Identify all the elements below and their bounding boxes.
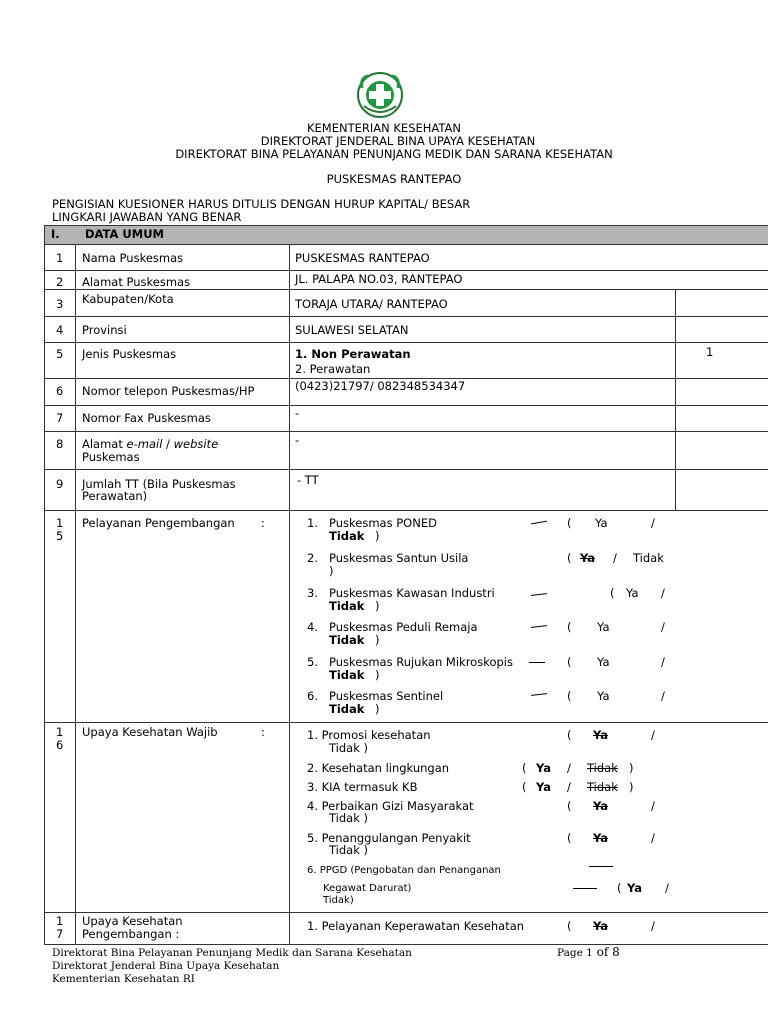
item-number: 1.	[307, 516, 318, 530]
label-upaya-wajib: Upaya Kesehatan Wajib	[82, 725, 218, 739]
answer-ya: Ya	[626, 586, 639, 600]
row-number: 1	[56, 251, 64, 265]
slash: /	[651, 728, 655, 742]
row-number: 1	[56, 725, 64, 739]
paren-close: )	[629, 761, 634, 775]
slash: /	[651, 831, 655, 845]
paren-close: )	[375, 529, 380, 543]
item-number: 4.	[307, 620, 318, 634]
section-number: I.	[51, 227, 60, 241]
label-upaya-pengembangan: Upaya Kesehatan	[82, 914, 183, 928]
row-number: 4	[56, 323, 64, 337]
answer-tidak: Tidak)	[323, 895, 354, 906]
paren-open: (	[567, 655, 572, 669]
data-umum-table	[44, 225, 768, 945]
section-title: DATA UMUM	[85, 227, 164, 241]
row-number: 6	[56, 384, 64, 398]
paren-open: (	[567, 689, 572, 703]
answer-tidak: Tidak	[587, 761, 618, 775]
answer-ya: Ya	[627, 881, 643, 895]
answer-ya: Ya	[593, 799, 609, 813]
bakti-husada-logo	[354, 70, 406, 120]
answer-ya: Ya	[593, 728, 609, 742]
answer-ya: Ya	[536, 761, 552, 775]
footer-line-3: Kementerian Kesehatan RI	[52, 973, 195, 985]
label-pelayanan-pengembangan: Pelayanan Pengembangan	[82, 516, 235, 530]
label-upaya-pengembangan-2: Pengembangan :	[82, 927, 180, 941]
item-ppgd: 6. PPGD (Pengobatan dan Penanganan	[307, 865, 501, 876]
jenis-code: 1	[706, 345, 714, 359]
value-provinsi: SULAWESI SELATAN	[295, 323, 409, 337]
paren-close: )	[375, 668, 380, 682]
answer-ya: Ya	[536, 780, 552, 794]
item-kesehatan-lingkungan: 2. Kesehatan lingkungan	[307, 761, 450, 775]
label-email-website: Alamat e-mail / website	[82, 437, 219, 451]
value-jumlah-tt: - TT	[297, 473, 319, 487]
paren-open: (	[522, 780, 527, 794]
slash: /	[567, 780, 571, 794]
answer-tidak: Tidak	[329, 529, 365, 543]
label-jumlah-tt-2: Perawatan)	[82, 489, 148, 503]
answer-tidak: Tidak	[587, 780, 618, 794]
label-nama-puskesmas: Nama Puskesmas	[82, 251, 184, 265]
item-penyakit: 5. Penanggulangan Penyakit	[307, 831, 471, 845]
instruction-circle: LINGKARI JAWABAN YANG BENAR	[52, 210, 242, 224]
paren-open: (	[610, 586, 615, 600]
footer-line-2: Direktorat Jenderal Bina Upaya Kesehatan	[52, 960, 280, 972]
page-number: Page 1 of 8	[557, 945, 620, 959]
slash: /	[661, 620, 665, 634]
puskesmas-title: PUSKESMAS RANTEPAO	[326, 172, 462, 186]
slash: /	[651, 919, 655, 933]
item-number: 3.	[307, 586, 318, 600]
item-peduli-remaja: Puskesmas Peduli Remaja	[329, 620, 478, 634]
label-jenis-puskesmas: Jenis Puskesmas	[82, 347, 177, 361]
paren-open: (	[567, 799, 572, 813]
answer-tidak: Tidak	[329, 633, 365, 647]
item-number: 2.	[307, 551, 318, 565]
label-alamat: Alamat Puskesmas	[82, 275, 191, 289]
item-number: 5.	[307, 655, 318, 669]
label-telepon: Nomor telepon Puskesmas/HP	[82, 384, 255, 398]
instruction-capital: PENGISIAN KUESIONER HARUS DITULIS DENGAN HURUP KAPITAL/ BESAR	[52, 197, 471, 211]
item-promosi: 1. Promosi kesehatan	[307, 728, 431, 742]
paren-close: )	[375, 599, 380, 613]
value-kabupaten: TORAJA UTARA/ RANTEPAO	[295, 297, 448, 311]
value-telepon: (0423)21797/ 082348534347	[295, 379, 466, 393]
label-email-website-2: Puskemas	[82, 450, 140, 464]
paren-close: )	[375, 633, 380, 647]
item-gizi: 4. Perbaikan Gizi Masyarakat	[307, 799, 474, 813]
colon: :	[261, 725, 265, 739]
item-santun-usila: Puskesmas Santun Usila	[329, 551, 469, 565]
row-number: 9	[56, 477, 64, 491]
answer-tidak: Tidak	[329, 599, 365, 613]
paren-open: (	[567, 516, 572, 530]
option-perawatan: 2. Perawatan	[295, 362, 371, 376]
paren-open: (	[567, 551, 572, 565]
answer-tidak: Tidak	[329, 668, 365, 682]
paren-open: (	[522, 761, 527, 775]
answer-ya: Ya	[593, 831, 609, 845]
row-number: 1	[56, 516, 64, 530]
slash: /	[661, 689, 665, 703]
slash: /	[613, 551, 617, 565]
row-number: 7	[56, 927, 64, 941]
item-number: 6.	[307, 689, 318, 703]
label-fax: Nomor Fax Puskesmas	[82, 411, 211, 425]
item-ppgd-2: Kegawat Darurat)	[323, 883, 412, 894]
item-kia: 3. KIA termasuk KB	[307, 780, 418, 794]
answer-tidak: Tidak	[329, 702, 365, 716]
row-number: 2	[56, 275, 64, 289]
row-number: 3	[56, 297, 64, 311]
item-kawasan-industri: Puskesmas Kawasan Industri	[329, 586, 495, 600]
value-fax: -	[295, 406, 300, 420]
directorate-general-title: DIREKTORAT JENDERAL BINA UPAYA KESEHATAN	[260, 134, 536, 148]
row-number: 5	[56, 347, 64, 361]
slash: /	[567, 761, 571, 775]
paren-open: (	[617, 881, 622, 895]
item-poned: Puskesmas PONED	[329, 516, 437, 530]
answer-ya: Ya	[597, 620, 610, 634]
row-number: 5	[56, 529, 64, 543]
answer-ya: Ya	[593, 919, 609, 933]
row-number: 1	[56, 914, 64, 928]
answer-ya: Ya	[597, 655, 610, 669]
slash: /	[665, 881, 669, 895]
paren-open: (	[567, 728, 572, 742]
value-nama-puskesmas: PUSKESMAS RANTEPAO	[295, 251, 430, 265]
paren-close: )	[329, 564, 334, 578]
directorate-title: DIREKTORAT BINA PELAYANAN PENUNJANG MEDIK DAN SARANA KESEHATAN	[175, 147, 613, 161]
row-number: 7	[56, 411, 64, 425]
answer-tidak: Tidak	[633, 551, 664, 565]
answer-tidak: Tidak )	[329, 741, 369, 755]
value-email: -	[295, 433, 300, 447]
label-jumlah-tt: Jumlah TT (Bila Puskesmas	[82, 477, 236, 491]
option-non-perawatan: 1. Non Perawatan	[295, 347, 411, 361]
ministry-title: KEMENTERIAN KESEHATAN	[307, 121, 461, 135]
row-number: 8	[56, 437, 64, 451]
answer-tidak: Tidak )	[329, 811, 369, 825]
paren-open: (	[567, 831, 572, 845]
value-alamat: JL. PALAPA NO.03, RANTEPAO	[295, 272, 463, 286]
answer-ya: Ya	[595, 516, 608, 530]
slash: /	[651, 799, 655, 813]
colon: :	[261, 516, 265, 530]
answer-ya: Ya	[597, 689, 610, 703]
answer-ya: Ya	[580, 551, 596, 565]
paren-open: (	[567, 919, 572, 933]
answer-tidak: Tidak )	[329, 843, 369, 857]
slash: /	[661, 586, 665, 600]
paren-open: (	[567, 620, 572, 634]
item-keperawatan: 1. Pelayanan Keperawatan Kesehatan	[307, 919, 525, 933]
item-sentinel: Puskesmas Sentinel	[329, 689, 444, 703]
row-number: 6	[56, 738, 64, 752]
label-provinsi: Provinsi	[82, 323, 127, 337]
label-kabupaten: Kabupaten/Kota	[82, 292, 174, 306]
paren-close: )	[629, 780, 634, 794]
slash: /	[651, 516, 655, 530]
item-rujukan-mikroskopis: Puskesmas Rujukan Mikroskopis	[329, 655, 513, 669]
paren-close: )	[375, 702, 380, 716]
footer-line-1: Direktorat Bina Pelayanan Penunjang Medik dan Sarana Kesehatan	[52, 947, 412, 959]
slash: /	[661, 655, 665, 669]
